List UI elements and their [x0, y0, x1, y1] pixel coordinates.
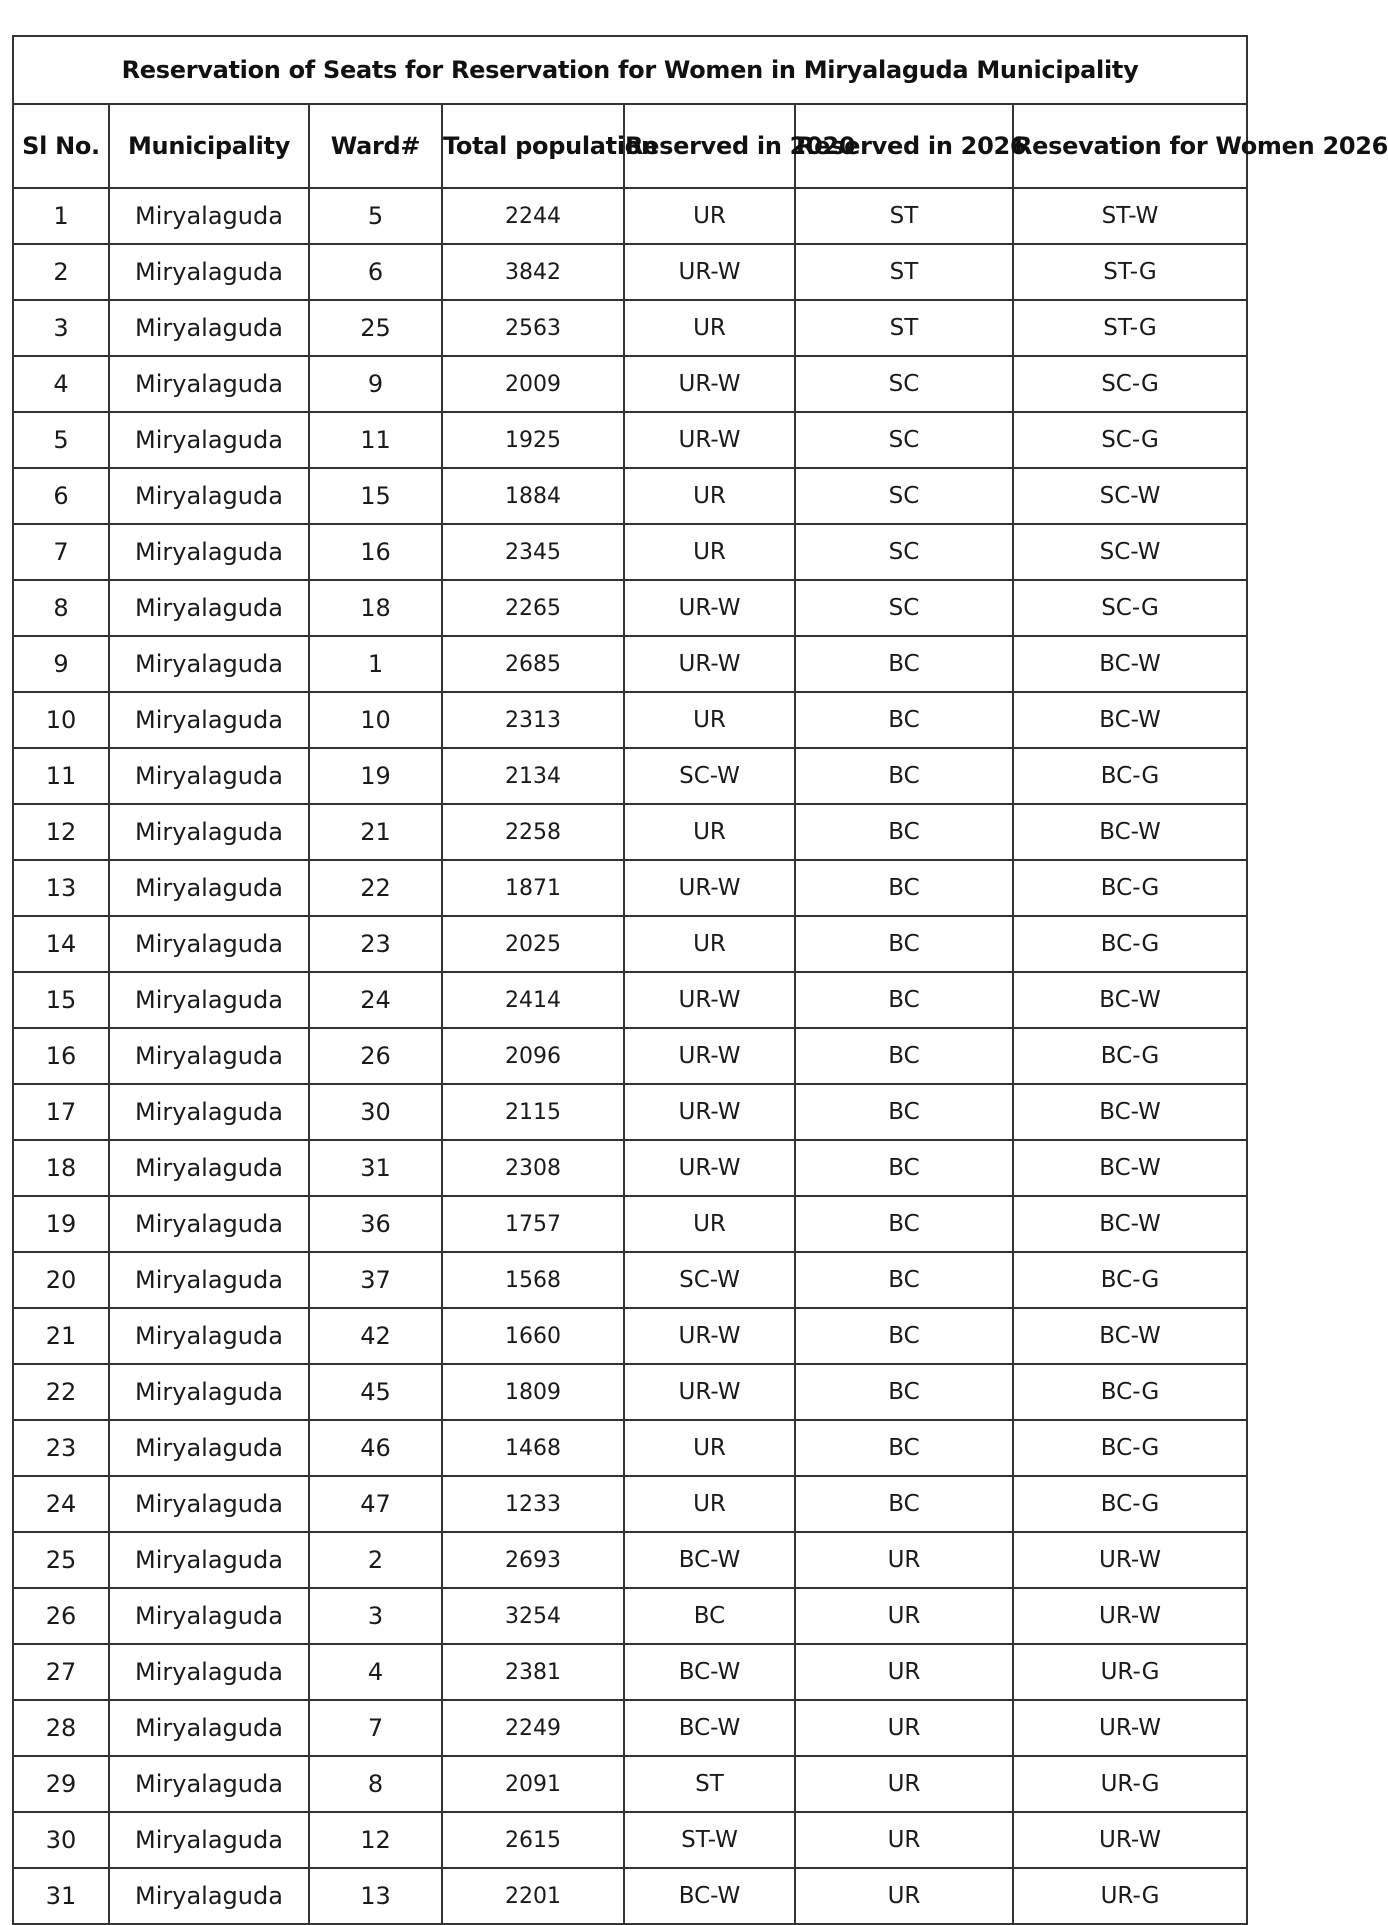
cell-municipality: Miryalaguda [109, 972, 309, 1028]
cell-sl-no: 15 [13, 972, 109, 1028]
table-row [13, 1756, 1247, 1812]
cell-reserved-2020: UR [624, 1196, 795, 1252]
table-row [13, 916, 1247, 972]
table-row [13, 300, 1247, 356]
table-row [13, 244, 1247, 300]
cell-women-2026: BC-W [1013, 1308, 1247, 1364]
cell-sl-no: 22 [13, 1364, 109, 1420]
cell-municipality: Miryalaguda [109, 1532, 309, 1588]
cell-ward: 9 [309, 356, 442, 412]
cell-total-population: 1568 [442, 1252, 624, 1308]
table-row [13, 580, 1247, 636]
table-row [13, 1028, 1247, 1084]
cell-total-population: 1809 [442, 1364, 624, 1420]
cell-total-population: 2009 [442, 356, 624, 412]
cell-reserved-2026: UR [795, 1812, 1013, 1868]
cell-reserved-2026: BC [795, 916, 1013, 972]
cell-women-2026: BC-W [1013, 804, 1247, 860]
table-row [13, 1420, 1247, 1476]
cell-reserved-2020: BC-W [624, 1700, 795, 1756]
cell-reserved-2020: UR [624, 300, 795, 356]
cell-women-2026: BC-W [1013, 1084, 1247, 1140]
table-row [13, 1588, 1247, 1644]
column-header-municipality: Municipality [109, 104, 309, 188]
cell-ward: 12 [309, 1812, 442, 1868]
cell-reserved-2020: BC [624, 1588, 795, 1644]
table-row [13, 1364, 1247, 1420]
cell-total-population: 1233 [442, 1476, 624, 1532]
cell-women-2026: UR-G [1013, 1756, 1247, 1812]
cell-women-2026: BC-G [1013, 1028, 1247, 1084]
cell-total-population: 2134 [442, 748, 624, 804]
cell-women-2026: SC-W [1013, 524, 1247, 580]
table-row [13, 188, 1247, 244]
table-row [13, 972, 1247, 1028]
cell-sl-no: 18 [13, 1140, 109, 1196]
table-row [13, 524, 1247, 580]
cell-reserved-2026: ST [795, 188, 1013, 244]
cell-reserved-2026: BC [795, 636, 1013, 692]
cell-ward: 47 [309, 1476, 442, 1532]
cell-women-2026: SC-W [1013, 468, 1247, 524]
cell-reserved-2026: UR [795, 1532, 1013, 1588]
cell-municipality: Miryalaguda [109, 580, 309, 636]
cell-municipality: Miryalaguda [109, 1420, 309, 1476]
table-row [13, 1700, 1247, 1756]
cell-sl-no: 10 [13, 692, 109, 748]
cell-reserved-2026: SC [795, 356, 1013, 412]
table-row [13, 804, 1247, 860]
cell-municipality: Miryalaguda [109, 1476, 309, 1532]
cell-municipality: Miryalaguda [109, 1868, 309, 1924]
cell-reserved-2020: UR-W [624, 1308, 795, 1364]
cell-ward: 26 [309, 1028, 442, 1084]
cell-women-2026: UR-W [1013, 1812, 1247, 1868]
cell-reserved-2026: BC [795, 1028, 1013, 1084]
header-row [13, 104, 1247, 188]
cell-sl-no: 28 [13, 1700, 109, 1756]
cell-ward: 10 [309, 692, 442, 748]
cell-ward: 18 [309, 580, 442, 636]
cell-ward: 22 [309, 860, 442, 916]
cell-reserved-2026: UR [795, 1588, 1013, 1644]
cell-ward: 42 [309, 1308, 442, 1364]
table-body [13, 188, 1247, 1924]
cell-ward: 15 [309, 468, 442, 524]
cell-ward: 25 [309, 300, 442, 356]
table-row [13, 860, 1247, 916]
cell-total-population: 2308 [442, 1140, 624, 1196]
cell-reserved-2020: UR-W [624, 1140, 795, 1196]
cell-ward: 31 [309, 1140, 442, 1196]
cell-total-population: 3254 [442, 1588, 624, 1644]
cell-women-2026: SC-G [1013, 580, 1247, 636]
cell-women-2026: BC-G [1013, 748, 1247, 804]
cell-municipality: Miryalaguda [109, 636, 309, 692]
column-header-women-2026: Resevation for Women 2026 [1013, 104, 1247, 188]
table-row [13, 1868, 1247, 1924]
column-header-total-population: Total population [442, 104, 624, 188]
cell-total-population: 1884 [442, 468, 624, 524]
cell-municipality: Miryalaguda [109, 188, 309, 244]
cell-women-2026: BC-W [1013, 1140, 1247, 1196]
table-row [13, 1308, 1247, 1364]
cell-reserved-2026: SC [795, 412, 1013, 468]
cell-ward: 11 [309, 412, 442, 468]
cell-ward: 23 [309, 916, 442, 972]
cell-total-population: 1660 [442, 1308, 624, 1364]
cell-ward: 2 [309, 1532, 442, 1588]
cell-reserved-2026: BC [795, 1252, 1013, 1308]
column-header-reserved-2026: Reserved in 2026 [795, 104, 1013, 188]
table-row [13, 636, 1247, 692]
cell-ward: 16 [309, 524, 442, 580]
cell-ward: 45 [309, 1364, 442, 1420]
cell-reserved-2020: SC-W [624, 748, 795, 804]
cell-sl-no: 4 [13, 356, 109, 412]
cell-reserved-2020: BC-W [624, 1868, 795, 1924]
cell-ward: 19 [309, 748, 442, 804]
cell-municipality: Miryalaguda [109, 1700, 309, 1756]
column-header-reserved-2020: Reserved in 2020 [624, 104, 795, 188]
column-header-ward: Ward# [309, 104, 442, 188]
cell-ward: 36 [309, 1196, 442, 1252]
cell-sl-no: 9 [13, 636, 109, 692]
cell-sl-no: 5 [13, 412, 109, 468]
cell-sl-no: 8 [13, 580, 109, 636]
cell-sl-no: 23 [13, 1420, 109, 1476]
cell-reserved-2026: BC [795, 1140, 1013, 1196]
column-header-sl-no: Sl No. [13, 104, 109, 188]
table-row [13, 748, 1247, 804]
cell-total-population: 2096 [442, 1028, 624, 1084]
table-row [13, 412, 1247, 468]
cell-reserved-2026: BC [795, 692, 1013, 748]
cell-ward: 21 [309, 804, 442, 860]
cell-sl-no: 20 [13, 1252, 109, 1308]
cell-sl-no: 26 [13, 1588, 109, 1644]
cell-sl-no: 19 [13, 1196, 109, 1252]
cell-ward: 3 [309, 1588, 442, 1644]
cell-ward: 24 [309, 972, 442, 1028]
cell-reserved-2026: BC [795, 972, 1013, 1028]
cell-women-2026: BC-W [1013, 972, 1247, 1028]
cell-reserved-2026: BC [795, 1196, 1013, 1252]
cell-ward: 8 [309, 1756, 442, 1812]
reservation-table [12, 35, 1388, 1925]
cell-ward: 30 [309, 1084, 442, 1140]
cell-municipality: Miryalaguda [109, 1756, 309, 1812]
cell-sl-no: 25 [13, 1532, 109, 1588]
cell-reserved-2026: ST [795, 300, 1013, 356]
cell-women-2026: UR-G [1013, 1868, 1247, 1924]
cell-total-population: 2025 [442, 916, 624, 972]
cell-municipality: Miryalaguda [109, 356, 309, 412]
cell-total-population: 2091 [442, 1756, 624, 1812]
cell-reserved-2020: UR [624, 468, 795, 524]
cell-municipality: Miryalaguda [109, 804, 309, 860]
cell-reserved-2020: SC-W [624, 1252, 795, 1308]
cell-total-population: 2258 [442, 804, 624, 860]
cell-total-population: 1757 [442, 1196, 624, 1252]
cell-women-2026: BC-G [1013, 1420, 1247, 1476]
cell-reserved-2020: UR [624, 524, 795, 580]
cell-reserved-2020: UR-W [624, 1084, 795, 1140]
cell-reserved-2026: BC [795, 860, 1013, 916]
cell-ward: 13 [309, 1868, 442, 1924]
cell-total-population: 2563 [442, 300, 624, 356]
cell-total-population: 2115 [442, 1084, 624, 1140]
cell-reserved-2026: UR [795, 1756, 1013, 1812]
cell-municipality: Miryalaguda [109, 524, 309, 580]
cell-women-2026: UR-G [1013, 1644, 1247, 1700]
cell-reserved-2026: BC [795, 1364, 1013, 1420]
cell-municipality: Miryalaguda [109, 692, 309, 748]
cell-reserved-2026: UR [795, 1644, 1013, 1700]
cell-reserved-2020: UR-W [624, 580, 795, 636]
document-sheet [12, 35, 1388, 1925]
cell-ward: 7 [309, 1700, 442, 1756]
cell-reserved-2020: UR [624, 916, 795, 972]
cell-total-population: 2345 [442, 524, 624, 580]
cell-reserved-2020: UR [624, 1420, 795, 1476]
cell-reserved-2020: UR-W [624, 412, 795, 468]
cell-sl-no: 29 [13, 1756, 109, 1812]
table-row [13, 468, 1247, 524]
cell-municipality: Miryalaguda [109, 412, 309, 468]
cell-ward: 5 [309, 188, 442, 244]
cell-sl-no: 11 [13, 748, 109, 804]
cell-total-population: 1468 [442, 1420, 624, 1476]
cell-total-population: 2615 [442, 1812, 624, 1868]
cell-municipality: Miryalaguda [109, 860, 309, 916]
cell-reserved-2020: BC-W [624, 1644, 795, 1700]
cell-total-population: 1871 [442, 860, 624, 916]
cell-reserved-2026: BC [795, 804, 1013, 860]
cell-reserved-2026: UR [795, 1868, 1013, 1924]
cell-reserved-2026: UR [795, 1700, 1013, 1756]
cell-sl-no: 16 [13, 1028, 109, 1084]
cell-women-2026: UR-W [1013, 1588, 1247, 1644]
table-row [13, 1084, 1247, 1140]
cell-municipality: Miryalaguda [109, 468, 309, 524]
table-row [13, 1644, 1247, 1700]
cell-total-population: 2693 [442, 1532, 624, 1588]
cell-reserved-2020: UR-W [624, 244, 795, 300]
cell-sl-no: 31 [13, 1868, 109, 1924]
cell-women-2026: BC-W [1013, 1196, 1247, 1252]
cell-reserved-2020: UR [624, 1476, 795, 1532]
cell-sl-no: 21 [13, 1308, 109, 1364]
cell-municipality: Miryalaguda [109, 1812, 309, 1868]
cell-municipality: Miryalaguda [109, 1588, 309, 1644]
cell-reserved-2026: SC [795, 580, 1013, 636]
cell-municipality: Miryalaguda [109, 1364, 309, 1420]
cell-women-2026: BC-W [1013, 692, 1247, 748]
cell-reserved-2026: BC [795, 1084, 1013, 1140]
cell-women-2026: BC-G [1013, 1476, 1247, 1532]
cell-total-population: 2249 [442, 1700, 624, 1756]
cell-total-population: 2381 [442, 1644, 624, 1700]
cell-reserved-2020: UR [624, 692, 795, 748]
cell-total-population: 2685 [442, 636, 624, 692]
cell-municipality: Miryalaguda [109, 1084, 309, 1140]
cell-total-population: 2265 [442, 580, 624, 636]
cell-municipality: Miryalaguda [109, 1140, 309, 1196]
cell-women-2026: BC-G [1013, 916, 1247, 972]
cell-reserved-2020: BC-W [624, 1532, 795, 1588]
cell-sl-no: 27 [13, 1644, 109, 1700]
cell-sl-no: 6 [13, 468, 109, 524]
cell-ward: 46 [309, 1420, 442, 1476]
cell-reserved-2020: UR-W [624, 636, 795, 692]
cell-reserved-2020: UR [624, 188, 795, 244]
cell-sl-no: 30 [13, 1812, 109, 1868]
cell-municipality: Miryalaguda [109, 916, 309, 972]
cell-total-population: 2201 [442, 1868, 624, 1924]
table-row [13, 1476, 1247, 1532]
cell-reserved-2026: SC [795, 524, 1013, 580]
cell-ward: 1 [309, 636, 442, 692]
cell-municipality: Miryalaguda [109, 300, 309, 356]
cell-sl-no: 12 [13, 804, 109, 860]
cell-sl-no: 13 [13, 860, 109, 916]
table-row [13, 356, 1247, 412]
table-row [13, 1532, 1247, 1588]
cell-municipality: Miryalaguda [109, 1196, 309, 1252]
table-row [13, 1252, 1247, 1308]
cell-reserved-2020: UR-W [624, 1364, 795, 1420]
cell-women-2026: UR-W [1013, 1700, 1247, 1756]
cell-reserved-2020: ST [624, 1756, 795, 1812]
table-row [13, 1812, 1247, 1868]
cell-women-2026: SC-G [1013, 356, 1247, 412]
cell-reserved-2026: SC [795, 468, 1013, 524]
cell-municipality: Miryalaguda [109, 748, 309, 804]
table-row [13, 1140, 1247, 1196]
cell-total-population: 1925 [442, 412, 624, 468]
cell-sl-no: 17 [13, 1084, 109, 1140]
cell-reserved-2026: BC [795, 1420, 1013, 1476]
cell-ward: 4 [309, 1644, 442, 1700]
cell-women-2026: BC-G [1013, 1364, 1247, 1420]
cell-women-2026: ST-W [1013, 188, 1247, 244]
cell-reserved-2026: BC [795, 1308, 1013, 1364]
table-row [13, 692, 1247, 748]
cell-sl-no: 3 [13, 300, 109, 356]
cell-sl-no: 1 [13, 188, 109, 244]
cell-municipality: Miryalaguda [109, 1644, 309, 1700]
cell-municipality: Miryalaguda [109, 1252, 309, 1308]
cell-reserved-2020: UR-W [624, 972, 795, 1028]
cell-women-2026: ST-G [1013, 300, 1247, 356]
cell-sl-no: 7 [13, 524, 109, 580]
cell-total-population: 3842 [442, 244, 624, 300]
cell-ward: 6 [309, 244, 442, 300]
cell-women-2026: BC-G [1013, 1252, 1247, 1308]
cell-women-2026: UR-W [1013, 1532, 1247, 1588]
cell-women-2026: BC-W [1013, 636, 1247, 692]
cell-reserved-2026: BC [795, 1476, 1013, 1532]
cell-women-2026: ST-G [1013, 244, 1247, 300]
cell-reserved-2020: UR-W [624, 1028, 795, 1084]
cell-women-2026: SC-G [1013, 412, 1247, 468]
cell-reserved-2026: BC [795, 748, 1013, 804]
cell-sl-no: 24 [13, 1476, 109, 1532]
cell-total-population: 2414 [442, 972, 624, 1028]
cell-reserved-2026: ST [795, 244, 1013, 300]
cell-reserved-2020: UR-W [624, 356, 795, 412]
cell-sl-no: 2 [13, 244, 109, 300]
cell-municipality: Miryalaguda [109, 1308, 309, 1364]
table-row [13, 1196, 1247, 1252]
cell-sl-no: 14 [13, 916, 109, 972]
cell-municipality: Miryalaguda [109, 244, 309, 300]
cell-total-population: 2244 [442, 188, 624, 244]
cell-total-population: 2313 [442, 692, 624, 748]
cell-reserved-2020: UR [624, 804, 795, 860]
cell-women-2026: BC-G [1013, 860, 1247, 916]
cell-municipality: Miryalaguda [109, 1028, 309, 1084]
cell-reserved-2020: UR-W [624, 860, 795, 916]
cell-reserved-2020: ST-W [624, 1812, 795, 1868]
cell-ward: 37 [309, 1252, 442, 1308]
table-title: Reservation of Seats for Reservation for Women in Miryalaguda Municipality [13, 36, 1247, 104]
